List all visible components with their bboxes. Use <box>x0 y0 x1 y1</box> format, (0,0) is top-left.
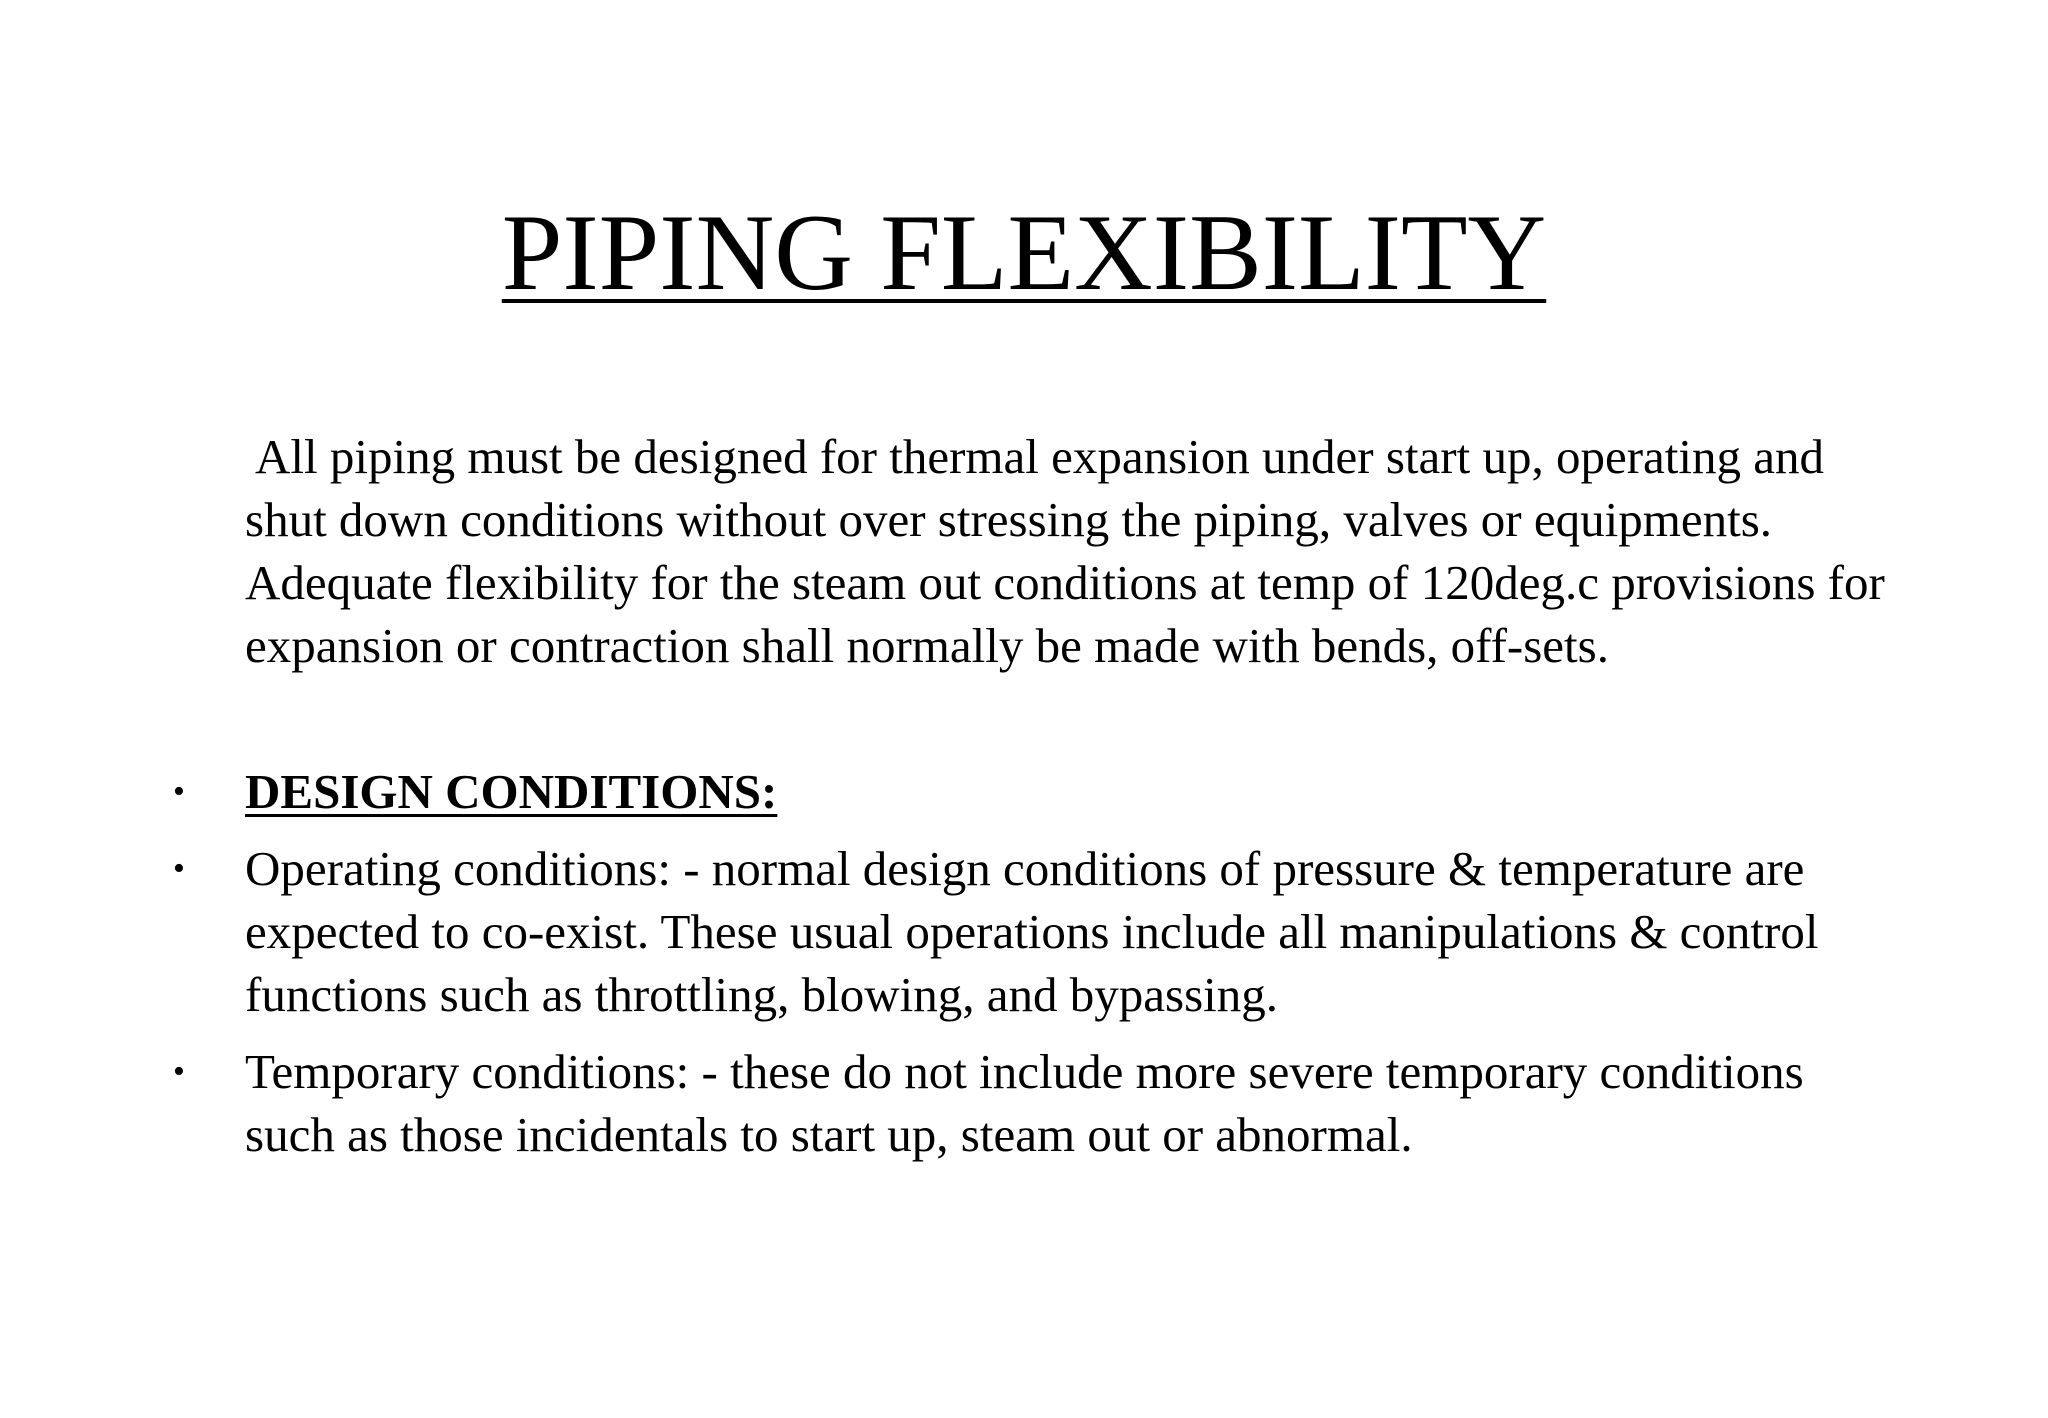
bullet-item-design-conditions <box>173 760 1885 823</box>
bullet-text: Operating conditions: - normal design conditions of pressure & temperature are expected to co-exist. These usual operations include all manipulations & control functions such as throttling, blowing, and bypassing. <box>245 841 1819 1022</box>
intro-paragraph: All piping must be designed for thermal expansion under start up, operating and shut down conditions without over stressing the piping, valves or equipments. Adequate flexibility for the steam out conditions at temp of 120deg.c provisions for expansion or contraction shall normally be made with bends, off-sets. <box>245 429 1885 673</box>
bullet-list <box>173 760 1885 1180</box>
bullet-item-operating-conditions <box>173 837 1885 1026</box>
bullet-text: Temporary conditions: - these do not include more severe temporary conditions such as those incidentals to start up, steam out or abnormal. <box>245 1044 1804 1162</box>
bullet-icon: • <box>173 850 185 887</box>
slide-title-text: PIPING FLEXIBILITY <box>501 192 1547 313</box>
bullet-heading: DESIGN CONDITIONS: <box>245 764 778 819</box>
bullet-icon: • <box>173 773 185 810</box>
slide-body <box>245 425 1885 677</box>
bullet-icon: • <box>173 1053 185 1090</box>
slide-title <box>0 188 2048 318</box>
bullet-item-temporary-conditions <box>173 1040 1885 1166</box>
